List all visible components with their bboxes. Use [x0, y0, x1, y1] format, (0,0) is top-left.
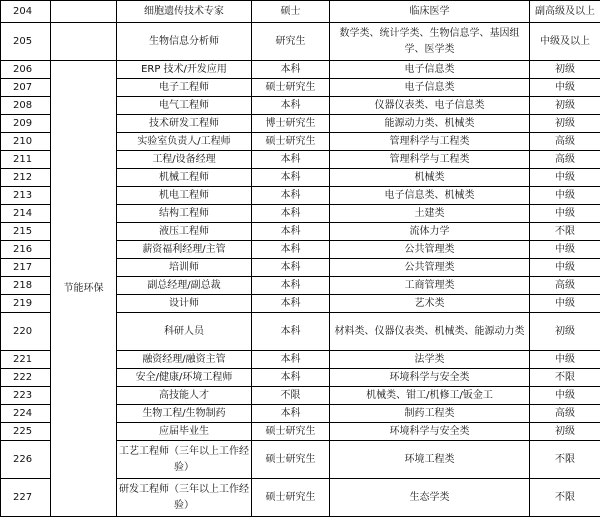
position-cell: 研发工程师（三年以上工作经验）: [117, 479, 252, 517]
level-cell: 高级: [530, 405, 600, 423]
row-number: 215: [1, 223, 51, 241]
education-cell: 硕士研究生: [252, 423, 330, 441]
position-cell: 安全/健康/环境工程师: [117, 369, 252, 387]
position-cell: 细胞遗传技术专家: [117, 1, 252, 23]
education-cell: 本科: [252, 259, 330, 277]
major-cell: 公共管理类: [330, 259, 530, 277]
major-cell: 土建类: [330, 205, 530, 223]
row-number: 217: [1, 259, 51, 277]
level-cell: 初级: [530, 61, 600, 79]
level-cell: 中级: [530, 351, 600, 369]
position-cell: 培训师: [117, 259, 252, 277]
row-number: 209: [1, 115, 51, 133]
major-cell: 流体力学: [330, 223, 530, 241]
row-number: 205: [1, 23, 51, 61]
education-cell: 本科: [252, 169, 330, 187]
major-cell: 制药工程类: [330, 405, 530, 423]
position-cell: 设计师: [117, 295, 252, 313]
row-number: 225: [1, 423, 51, 441]
row-number: 213: [1, 187, 51, 205]
level-cell: 中级: [530, 387, 600, 405]
major-cell: 电子信息类、机械类: [330, 187, 530, 205]
row-number: 204: [1, 1, 51, 23]
level-cell: 不限: [530, 369, 600, 387]
major-cell: 工商管理类: [330, 277, 530, 295]
row-number: 219: [1, 295, 51, 313]
level-cell: 初级: [530, 97, 600, 115]
row-number: 218: [1, 277, 51, 295]
education-cell: 硕士: [252, 1, 330, 23]
row-number: 221: [1, 351, 51, 369]
major-cell: 数学类、统计学类、生物信息学、基因组学、医学类: [330, 23, 530, 61]
level-cell: 中级: [530, 79, 600, 97]
position-cell: 应届毕业生: [117, 423, 252, 441]
row-number: 226: [1, 441, 51, 479]
row-number: 223: [1, 387, 51, 405]
major-cell: 仪器仪表类、电子信息类: [330, 97, 530, 115]
education-cell: 硕士研究生: [252, 441, 330, 479]
industry-cell: 节能环保: [51, 61, 117, 517]
level-cell: 初级: [530, 313, 600, 351]
education-cell: 本科: [252, 295, 330, 313]
position-cell: ERP 技术/开发应用: [117, 61, 252, 79]
level-cell: 中级: [530, 187, 600, 205]
level-cell: 不限: [530, 223, 600, 241]
row-number: 212: [1, 169, 51, 187]
level-cell: 中级: [530, 205, 600, 223]
position-cell: 技术研发工程师: [117, 115, 252, 133]
education-cell: 本科: [252, 405, 330, 423]
major-cell: 能源动力类、机械类: [330, 115, 530, 133]
education-cell: 本科: [252, 369, 330, 387]
position-cell: 电气工程师: [117, 97, 252, 115]
major-cell: 机械类: [330, 169, 530, 187]
major-cell: 环境工程类: [330, 441, 530, 479]
level-cell: 中级: [530, 169, 600, 187]
industry-cell: [51, 1, 117, 23]
education-cell: 研究生: [252, 23, 330, 61]
education-cell: 硕士研究生: [252, 479, 330, 517]
education-cell: 不限: [252, 387, 330, 405]
row-number: 208: [1, 97, 51, 115]
level-cell: 中级: [530, 259, 600, 277]
position-cell: 电子工程师: [117, 79, 252, 97]
position-cell: 工艺工程师（三年以上工作经验）: [117, 441, 252, 479]
level-cell: 不限: [530, 441, 600, 479]
major-cell: 管理科学与工程类: [330, 133, 530, 151]
position-cell: 融资经理/融资主管: [117, 351, 252, 369]
major-cell: 材料类、仪器仪表类、机械类、能源动力类: [330, 313, 530, 351]
position-cell: 工程/设备经理: [117, 151, 252, 169]
education-cell: 本科: [252, 313, 330, 351]
row-number: 220: [1, 313, 51, 351]
level-cell: 中级及以上: [530, 23, 600, 61]
level-cell: 中级: [530, 241, 600, 259]
position-cell: 生物工程/生物制药: [117, 405, 252, 423]
row-number: 214: [1, 205, 51, 223]
education-cell: 本科: [252, 61, 330, 79]
position-cell: 科研人员: [117, 313, 252, 351]
level-cell: 高级: [530, 277, 600, 295]
level-cell: 高级: [530, 151, 600, 169]
table-row: [1, 1, 600, 23]
position-cell: 生物信息分析师: [117, 23, 252, 61]
row-number: 206: [1, 61, 51, 79]
level-cell: 中级: [530, 295, 600, 313]
level-cell: 高级: [530, 133, 600, 151]
position-cell: 结构工程师: [117, 205, 252, 223]
position-cell: 机电工程师: [117, 187, 252, 205]
major-cell: 环境科学与安全类: [330, 423, 530, 441]
level-cell: 副高级及以上: [530, 1, 600, 23]
row-number: 211: [1, 151, 51, 169]
education-cell: 本科: [252, 351, 330, 369]
row-number: 227: [1, 479, 51, 517]
table-row: [1, 61, 600, 79]
major-cell: 管理科学与工程类: [330, 151, 530, 169]
education-cell: 本科: [252, 223, 330, 241]
major-cell: 机械类、钳工/机修工/钣金工: [330, 387, 530, 405]
position-cell: 副总经理/副总裁: [117, 277, 252, 295]
major-cell: 法学类: [330, 351, 530, 369]
major-cell: 电子信息类: [330, 79, 530, 97]
industry-cell: [51, 23, 117, 61]
major-cell: 电子信息类: [330, 61, 530, 79]
position-cell: 机械工程师: [117, 169, 252, 187]
major-cell: 环境科学与安全类: [330, 369, 530, 387]
row-number: 224: [1, 405, 51, 423]
major-cell: 临床医学: [330, 1, 530, 23]
education-cell: 本科: [252, 187, 330, 205]
education-cell: 本科: [252, 241, 330, 259]
education-cell: 本科: [252, 205, 330, 223]
position-cell: 高技能人才: [117, 387, 252, 405]
row-number: 210: [1, 133, 51, 151]
education-cell: 本科: [252, 151, 330, 169]
table-row: [1, 23, 600, 61]
row-number: 222: [1, 369, 51, 387]
education-cell: 硕士研究生: [252, 133, 330, 151]
major-cell: 生态学类: [330, 479, 530, 517]
education-cell: 本科: [252, 97, 330, 115]
level-cell: 初级: [530, 115, 600, 133]
level-cell: 初级: [530, 423, 600, 441]
row-number: 207: [1, 79, 51, 97]
position-cell: 实验室负责人/工程师: [117, 133, 252, 151]
position-cell: 液压工程师: [117, 223, 252, 241]
major-cell: 公共管理类: [330, 241, 530, 259]
education-cell: 博士研究生: [252, 115, 330, 133]
education-cell: 硕士研究生: [252, 79, 330, 97]
education-cell: 本科: [252, 277, 330, 295]
position-cell: 薪资福利经理/主管: [117, 241, 252, 259]
row-number: 216: [1, 241, 51, 259]
major-cell: 艺术类: [330, 295, 530, 313]
level-cell: 不限: [530, 479, 600, 517]
